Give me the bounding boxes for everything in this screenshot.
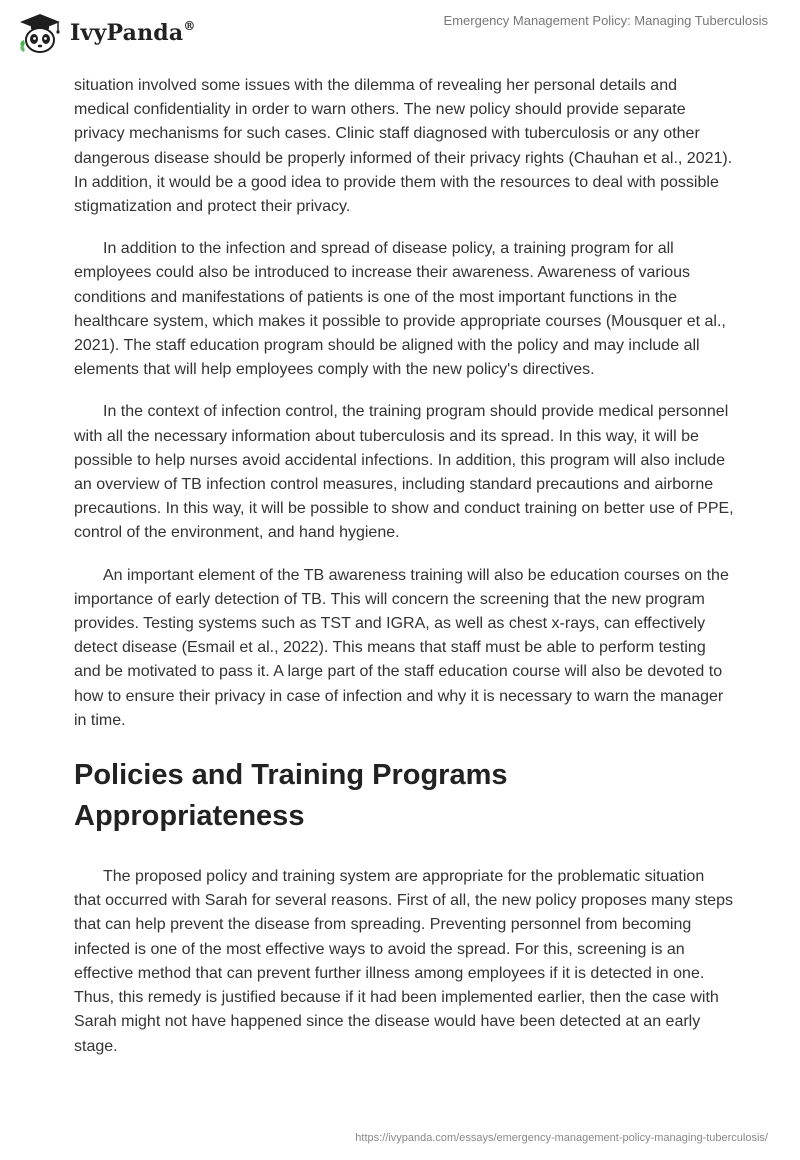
source-url[interactable]: https://ivypanda.com/essays/emergency-management-policy-managing-tuberculosis/: [355, 1132, 768, 1144]
paragraph-appropriateness: The proposed policy and training system are appropriate for the problematic situation that occurred with Sarah for several reasons. First of all, the new policy proposes many steps that can help prevent the disease from spreading. Preventing personnel from becoming infected is one of the most effective ways to avoid the spread. For this, screening is an effective method that can prevent further illness among employees if it is detected in one. Thus, this remedy is justified because if it had been implemented earlier, then the case with Sarah might not have happened since the disease would have been detected at an early stage.: [74, 868, 733, 1055]
panda-graduate-icon: [16, 12, 64, 54]
page-header: [0, 0, 800, 70]
ivypanda-logo[interactable]: [16, 8, 196, 58]
brand-name: IvyPanda®: [70, 18, 196, 46]
document-title: Emergency Management Policy: Managing Tuberculosis: [443, 13, 768, 28]
section-heading: Policies and Training Programs Appropriateness: [74, 759, 508, 833]
paragraph-infection-control: In the context of infection control, the training program should provide medical personnel with all the necessary information about tuberculosis and its spread. In this way, it will be possible to help nurses avoid accidental infections. In addition, this program will also include an overview of TB infection control measures, including standard precautions and airborne precautions. In this way, it will be possible to show and conduct training on better use of PPE, control of the environment, and hand hygiene.: [74, 403, 734, 542]
paragraph-continued: situation involved some issues with the dilemma of revealing her personal details and medical confidentiality in order to warn others. The new policy should provide separate privacy mechanisms for such cases. Clinic staff diagnosed with tuberculosis or any other dangerous disease should be properly informed of their privacy rights (Chauhan et al., 2021). In addition, it would be a good idea to provide them with the resources to deal with possible stigmatization and protect their privacy.: [74, 77, 733, 216]
essay-body: [74, 74, 734, 1077]
paragraph-training-program: In addition to the infection and spread of disease policy, a training program for all employees could also be introduced to increase their awareness. Awareness of various conditions and manifestations of patients is one of the most important functions in the healthcare system, which makes it possible to provide appropriate courses (Mousquer et al., 2021). The staff education program should be aligned with the policy and may include all elements that will help employees comply with the new policy's directives.: [74, 240, 726, 379]
paragraph-early-detection: An important element of the TB awareness training will also be education courses on the importance of early detection of TB. This will concern the screening that the new program provides. Testing systems such as TST and IGRA, as well as chest x-rays, can effectively detect disease (Esmail et al., 2022). This means that staff must be able to perform testing and be motivated to pass it. A large part of the staff education course will also be devoted to how to ensure their privacy in case of infection and why it is necessary to warn the manager in time.: [74, 566, 729, 729]
